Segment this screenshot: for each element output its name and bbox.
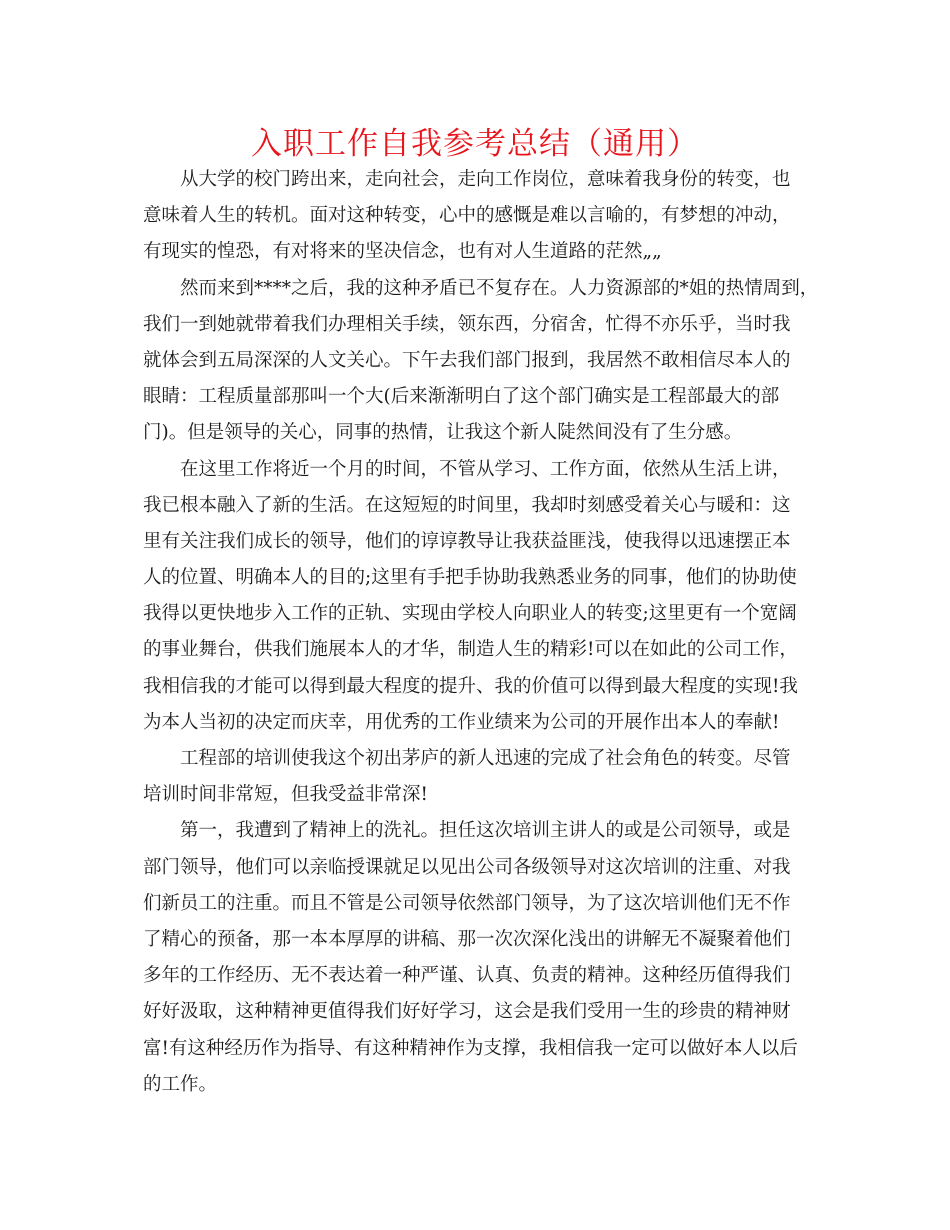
text-line: 的工作。 bbox=[143, 1073, 218, 1095]
document-title: 入职工作自我参考总结（通用） bbox=[251, 126, 699, 162]
text-line: 了精心的预备，那一本本厚厚的讲稿、那一次次深化浅出的讲解无不凝聚着他们 bbox=[143, 928, 791, 950]
text-line: 在这里工作将近一个月的时间，不管从学习、工作方面，依然从生活上讲， bbox=[180, 458, 791, 480]
text-line: 们新员工的注重。而且不管是公司领导依然部门领导，为了这次培训他们无不作 bbox=[143, 892, 791, 914]
text-line: 有现实的惶恐，有对将来的坚决信念，也有对人生道路的茫然„„ bbox=[143, 241, 662, 263]
text-line: 多年的工作经历、无不表达着一种严谨、认真、负责的精神。这种经历值得我们 bbox=[143, 965, 791, 987]
text-line: 的事业舞台，供我们施展本人的才华，制造人生的精彩!可以在如此的公司工作， bbox=[143, 639, 798, 661]
text-line: 意味着人生的转机。面对这种转变，心中的感慨是难以言喻的，有梦想的冲动， bbox=[143, 205, 791, 227]
text-line: 里有关注我们成长的领导，他们的谆谆教导让我获益匪浅，使我得以迅速摆正本 bbox=[143, 530, 791, 552]
text-line: 我得以更快地步入工作的正轨、实现由学校人向职业人的转变;这里更有一个宽阔 bbox=[143, 603, 797, 625]
text-line: 我们一到她就带着我们办理相关手续，领东西，分宿舍，忙得不亦乐乎，当时我 bbox=[143, 313, 791, 335]
text-line: 门)。但是领导的关心，同事的热情，让我这个新人陡然间没有了生分感。 bbox=[143, 422, 743, 444]
text-line: 富!有这种经历作为指导、有这种精神作为支撑，我相信我一定可以做好本人以后 bbox=[143, 1037, 798, 1059]
text-line: 工程部的培训使我这个初出茅庐的新人迅速的完成了社会角色的转变。尽管 bbox=[180, 748, 791, 769]
text-line: 就体会到五局深深的人文关心。下午去我们部门报到，我居然不敢相信尽本人的 bbox=[143, 349, 791, 371]
text-line: 人的位置、明确本人的目的;这里有手把手协助我熟悉业务的同事，他们的协助使 bbox=[143, 567, 797, 589]
text-line: 从大学的校门跨出来，走向社会，走向工作岗位，意味着我身份的转变，也 bbox=[180, 169, 791, 190]
text-line: 部门领导，他们可以亲临授课就足以见出公司各级领导对这次培训的注重、对我 bbox=[143, 856, 791, 878]
text-line: 眼睛：工程质量部那叫一个大(后来渐渐明白了这个部门确实是工程部最大的部 bbox=[143, 386, 780, 408]
text-line: 我已根本融入了新的生活。在这短短的时间里，我却时刻感受着关心与暖和：这 bbox=[143, 494, 791, 516]
text-line: 培训时间非常短，但我受益非常深! bbox=[143, 784, 428, 806]
text-line: 我相信我的才能可以得到最大程度的提升、我的价值可以得到最大程度的实现!我 bbox=[143, 675, 798, 697]
text-line: 第一，我遭到了精神上的洗礼。担任这次培训主讲人的或是公司领导，或是 bbox=[180, 820, 791, 842]
text-line: 然而来到****之后，我的这种矛盾已不复存在。人力资源部的*姐的热情周到， bbox=[180, 277, 819, 299]
text-line: 为本人当初的决定而庆幸，用优秀的工作业绩来为公司的开展作出本人的奉献! bbox=[143, 711, 780, 733]
text-line: 好好汲取，这种精神更值得我们好好学习，这会是我们受用一生的珍贵的精神财 bbox=[143, 1001, 791, 1023]
document-body bbox=[143, 162, 819, 1103]
